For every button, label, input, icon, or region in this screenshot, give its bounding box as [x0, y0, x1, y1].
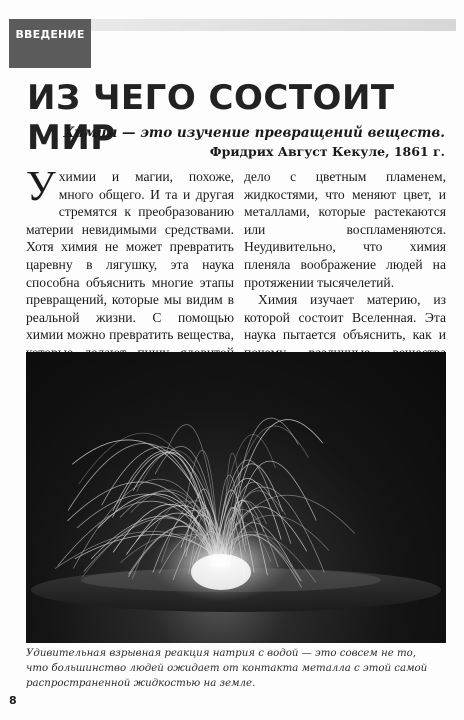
right-paragraph-1: дело с цветным пламенем, жидкостями, что меняют цвет, и металлами, которые растекаются или воспламеняются. Неудивительно, что химия пленяла воображение людей на протяжении тысячелетий. [244, 169, 446, 290]
right-paragraph-2: Химия изучает материю, из которой состоит Вселенная. Эта наука пытается объяснить, как и [244, 292, 446, 343]
section-tab [9, 19, 91, 68]
page-title: ИЗ ЧЕГО СОСТОИТ МИР [27, 78, 395, 158]
section-label: ВВЕДЕНИЕ [15, 28, 85, 41]
epigraph-attribution: Фридрих Август Кекуле, 1861 г. [209, 144, 445, 159]
header-rule [91, 19, 456, 31]
intro-paragraph-text: химии и магии, похоже, много общего. И та и другая стремятся к преобразованию материи невидимыми средствами. Хотя химия не может превратить царевну в лягушку, эта наука способна объяснить многие этапы превращений, которые мы видим в реальной жизни. С помощью химии можно превратить вещества, [26, 169, 234, 343]
epigraph-quote: Химия — это изучение превращений веществ. [63, 125, 445, 141]
caption-line-2: что большинство людей ожидает от контакта металла с этой самой [26, 663, 428, 674]
sparks-illustration [26, 352, 446, 643]
caption-line-3: распространенной жидкостью на земле. [26, 678, 256, 689]
page-number: 8 [9, 694, 17, 707]
drop-cap: У [26, 164, 56, 210]
sodium-reaction-photo [26, 352, 446, 643]
caption-line-1: Удивительная взрывная реакция натрия с водой — это совсем не то, [26, 648, 416, 659]
photo-caption [26, 646, 446, 691]
